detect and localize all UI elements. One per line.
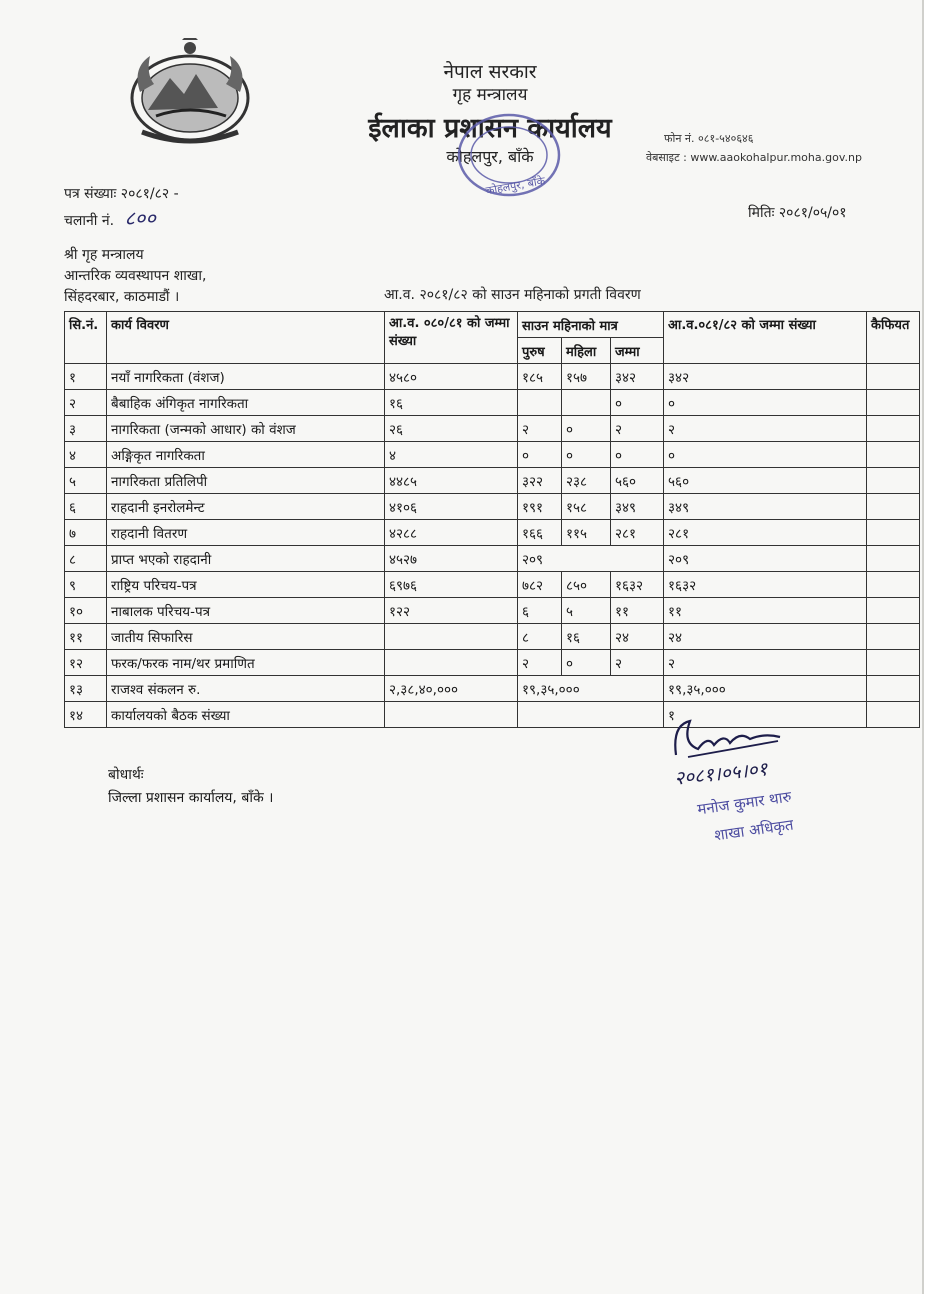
header-male: पुरुष (518, 338, 562, 364)
cell-prev-year: १२२ (385, 598, 518, 624)
cell-description: नाबालक परिचय-पत्र (107, 598, 385, 624)
cell-prev-year (385, 702, 518, 728)
cell-sn: ९ (65, 572, 107, 598)
bodharth-recipient: जिल्ला प्रशासन कार्यालय, बाँके । (108, 790, 274, 806)
cell-female: १५७ (562, 364, 611, 390)
cell-description: अङ्गिकृत नागरिकता (107, 442, 385, 468)
header-description: कार्य विवरण (107, 312, 385, 364)
office-title: ईलाका प्रशासन कार्यालय (368, 113, 612, 144)
cell-current-year: १९,३५,००० (664, 676, 867, 702)
cell-description: बैबाहिक अंगिकृत नागरिकता (107, 390, 385, 416)
cell-current-year: ० (664, 442, 867, 468)
cell-sn: १ (65, 364, 107, 390)
cell-sn: ७ (65, 520, 107, 546)
cell-remarks (867, 624, 920, 650)
table-row (65, 364, 920, 390)
phone-number: फोन नं. ०८१-५४०६४६ (664, 132, 754, 145)
cell-sn: १४ (65, 702, 107, 728)
recipient-line-2: आन्तरिक व्यवस्थापन शाखा, (64, 268, 207, 284)
letter-date: मितिः २०८१/०५/०१ (748, 205, 847, 221)
table-row (65, 442, 920, 468)
cell-current-year: २ (664, 650, 867, 676)
table-body (65, 364, 920, 728)
cell-total: १६३२ (611, 572, 664, 598)
cell-prev-year: ४५२७ (385, 546, 518, 572)
cell-female: ८५० (562, 572, 611, 598)
cell-remarks (867, 650, 920, 676)
cell-prev-year: ४१०६ (385, 494, 518, 520)
cell-male: २ (518, 416, 562, 442)
cell-month-merged: २०९ (518, 546, 664, 572)
table-row (65, 676, 920, 702)
table-row (65, 390, 920, 416)
cell-description: जातीय सिफारिस (107, 624, 385, 650)
table-row (65, 572, 920, 598)
cell-female: ५ (562, 598, 611, 624)
cell-female: २३८ (562, 468, 611, 494)
stamp-text: कोहलपुर, बाँके (484, 174, 547, 198)
website: वेबसाइट : www.aaokohalpur.moha.gov.np (646, 151, 862, 164)
header-remarks: कैफियत (867, 312, 920, 364)
cell-current-year: ३४९ (664, 494, 867, 520)
cell-prev-year: ४५८० (385, 364, 518, 390)
cell-remarks (867, 546, 920, 572)
cell-total: २८१ (611, 520, 664, 546)
cell-total: २४ (611, 624, 664, 650)
cell-description: फरक/फरक नाम/थर प्रमाणित (107, 650, 385, 676)
header-current-year: आ.व.०८१/८२ को जम्मा संख्या (664, 312, 867, 364)
cell-month-merged (518, 702, 664, 728)
cell-male: ७८२ (518, 572, 562, 598)
cell-prev-year: २६ (385, 416, 518, 442)
progress-table (64, 311, 920, 728)
cell-current-year: २ (664, 416, 867, 442)
cell-prev-year: ४४८५ (385, 468, 518, 494)
cell-female: ० (562, 650, 611, 676)
cell-current-year: १६३२ (664, 572, 867, 598)
cell-prev-year (385, 624, 518, 650)
cell-male: ० (518, 442, 562, 468)
cell-description: नयाँ नागरिकता (वंशज) (107, 364, 385, 390)
cell-current-year: ३४२ (664, 364, 867, 390)
government-title: नेपाल सरकार (443, 61, 537, 83)
cell-description: राजश्व संकलन रु. (107, 676, 385, 702)
office-stamp (454, 110, 564, 200)
cell-remarks (867, 442, 920, 468)
chalani-label: चलानी नं. (64, 213, 115, 229)
recipient-line-1: श्री गृह मन्त्रालय (64, 247, 144, 263)
cell-female: १६ (562, 624, 611, 650)
cell-remarks (867, 468, 920, 494)
chalani-value: ८०० (124, 206, 156, 230)
cell-sn: ५ (65, 468, 107, 494)
cell-sn: ८ (65, 546, 107, 572)
cell-current-year: ५६० (664, 468, 867, 494)
letter-subject: आ.व. २०८१/८२ को साउन महिनाको प्रगती विवरण (384, 287, 641, 303)
cell-prev-year: १६ (385, 390, 518, 416)
cell-remarks (867, 416, 920, 442)
cell-description: राहदानी इनरोलमेन्ट (107, 494, 385, 520)
header-female: महिला (562, 338, 611, 364)
cell-sn: ११ (65, 624, 107, 650)
cell-sn: ३ (65, 416, 107, 442)
table-row (65, 598, 920, 624)
signatory-name: मनोज कुमार थारु (696, 787, 793, 819)
nepal-government-emblem (126, 38, 254, 150)
table-row (65, 546, 920, 572)
cell-remarks (867, 364, 920, 390)
cell-male: ६ (518, 598, 562, 624)
patra-sankhya: पत्र संख्याः २०८१/८२ - (64, 186, 179, 202)
cell-current-year: २४ (664, 624, 867, 650)
cell-female: ० (562, 442, 611, 468)
cell-male: २ (518, 650, 562, 676)
cell-prev-year (385, 650, 518, 676)
table-row (65, 650, 920, 676)
signatory-designation: शाखा अधिकृत (713, 815, 795, 845)
cell-total: ० (611, 390, 664, 416)
office-location: कोहलपुर, बाँके (446, 147, 534, 166)
cell-male (518, 390, 562, 416)
cell-prev-year: ६९७६ (385, 572, 518, 598)
cell-description: कार्यालयको बैठक संख्या (107, 702, 385, 728)
cell-male: १८५ (518, 364, 562, 390)
header-sn: सि.नं. (65, 312, 107, 364)
cell-total: २ (611, 650, 664, 676)
header-prev-year: आ.व. ०८०/८१ को जम्मा संख्या (385, 312, 518, 364)
cell-prev-year: ४२८८ (385, 520, 518, 546)
cell-remarks (867, 572, 920, 598)
cell-male: ३२२ (518, 468, 562, 494)
cell-remarks (867, 598, 920, 624)
cell-current-year: २८१ (664, 520, 867, 546)
header-month-group: साउन महिनाको मात्र (518, 312, 664, 338)
cell-male: ८ (518, 624, 562, 650)
chalani-number (64, 204, 156, 231)
cell-sn: १२ (65, 650, 107, 676)
cell-male: १९१ (518, 494, 562, 520)
signature-date: २०८१।०५।०१ (673, 758, 769, 790)
cell-current-year: २०९ (664, 546, 867, 572)
cell-sn: १० (65, 598, 107, 624)
cell-female: ११५ (562, 520, 611, 546)
table-row (65, 468, 920, 494)
cell-current-year: ० (664, 390, 867, 416)
recipient-line-3: सिंहदरबार, काठमाडौं । (64, 289, 180, 305)
table-header-row (65, 312, 920, 338)
cell-current-year: ११ (664, 598, 867, 624)
signature (668, 715, 788, 765)
cell-total: ११ (611, 598, 664, 624)
cell-month-merged: १९,३५,००० (518, 676, 664, 702)
cell-remarks (867, 520, 920, 546)
table-row (65, 494, 920, 520)
ministry-title: गृह मन्त्रालय (452, 85, 528, 105)
cell-total: ३४९ (611, 494, 664, 520)
table-row (65, 702, 920, 728)
cell-remarks (867, 494, 920, 520)
cell-remarks (867, 390, 920, 416)
header-total: जम्मा (611, 338, 664, 364)
bodharth-label: बोधार्थः (108, 767, 144, 783)
cell-description: नागरिकता (जन्मको आधार) को वंशज (107, 416, 385, 442)
cell-prev-year: २,३८,४०,००० (385, 676, 518, 702)
cell-total: ० (611, 442, 664, 468)
cell-sn: १३ (65, 676, 107, 702)
cell-male: १६६ (518, 520, 562, 546)
cell-sn: ६ (65, 494, 107, 520)
table-row (65, 416, 920, 442)
cell-prev-year: ४ (385, 442, 518, 468)
cell-sn: २ (65, 390, 107, 416)
cell-female (562, 390, 611, 416)
cell-description: राष्ट्रिय परिचय-पत्र (107, 572, 385, 598)
cell-total: ३४२ (611, 364, 664, 390)
cell-remarks (867, 676, 920, 702)
cell-description: प्राप्त भएको राहदानी (107, 546, 385, 572)
cell-current-year: १ (664, 702, 867, 728)
cell-sn: ४ (65, 442, 107, 468)
table-row (65, 624, 920, 650)
cell-total: ५६० (611, 468, 664, 494)
cell-female: १५८ (562, 494, 611, 520)
cell-remarks (867, 702, 920, 728)
cell-description: नागरिकता प्रतिलिपी (107, 468, 385, 494)
cell-description: राहदानी वितरण (107, 520, 385, 546)
cell-total: २ (611, 416, 664, 442)
table-row (65, 520, 920, 546)
cell-female: ० (562, 416, 611, 442)
